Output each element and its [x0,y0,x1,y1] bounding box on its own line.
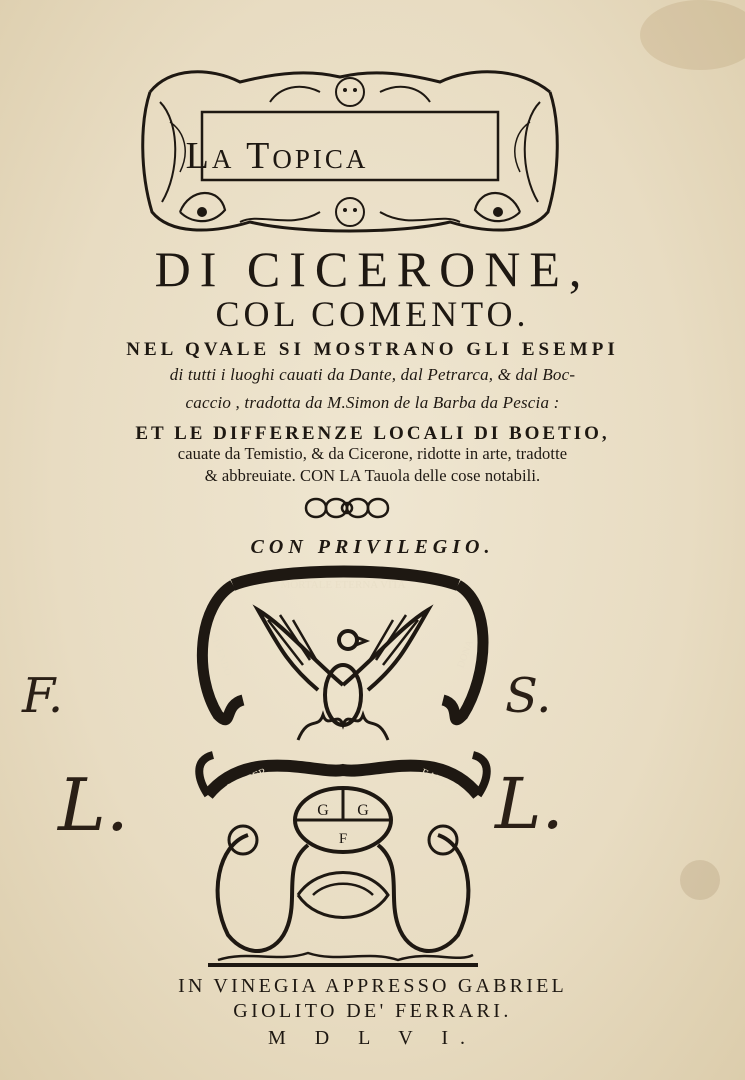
motto-top: MORTALE ETERNA VITA [280,579,406,591]
imprint-date: M D L V I. [267,1027,478,1049]
motto-band-right: EADEM [419,766,460,794]
privilegio: CON PRIVILEGIO. [250,536,495,558]
motto-right: DONA [455,638,476,670]
shield-letter-right: G [357,802,369,819]
motto-left: VIVENDO [207,630,234,678]
differenze-line-1: cauate da Temistio, & da Cicerone, ridotte in arte, tradotte [177,444,568,463]
subtitle-italic-2: caccio , tradotta da M.Simon de la Barba da Pescia : [185,393,560,412]
imprint-line-2: GIOLITO DE' FERRARI. [233,1000,512,1022]
shield-letter-left: G [317,802,329,819]
handwriting-right-top: S. [505,668,552,724]
subtitle-caps: NEL QVALE SI MOSTRANO GLI ESEMPI [126,339,619,360]
handwriting-left-bottom: L. [58,763,129,847]
cartouche-title: La Topica [185,135,369,177]
handwriting-right-bottom: L. [495,763,564,845]
differenze-line-2: & abbreuiate. CON LA Tauola delle cose notabili. [204,466,541,485]
shield-letter-bottom: F [338,831,348,847]
motto-band-left: SEMPER [224,765,269,795]
title-line-2: COL COMENTO. [215,294,530,334]
subtitle-italic-1: di tutti i luoghi cauati da Dante, dal Petrarca, & dal Boc- [169,365,576,384]
handwriting-left-top: F. [22,668,64,724]
differenze-caps: ET LE DIFFERENZE LOCALI DI BOETIO, [135,423,610,444]
title-line-1: DI CICERONE, [154,241,591,297]
imprint-line-1: IN VINEGIA APPRESSO GABRIEL [178,975,567,997]
